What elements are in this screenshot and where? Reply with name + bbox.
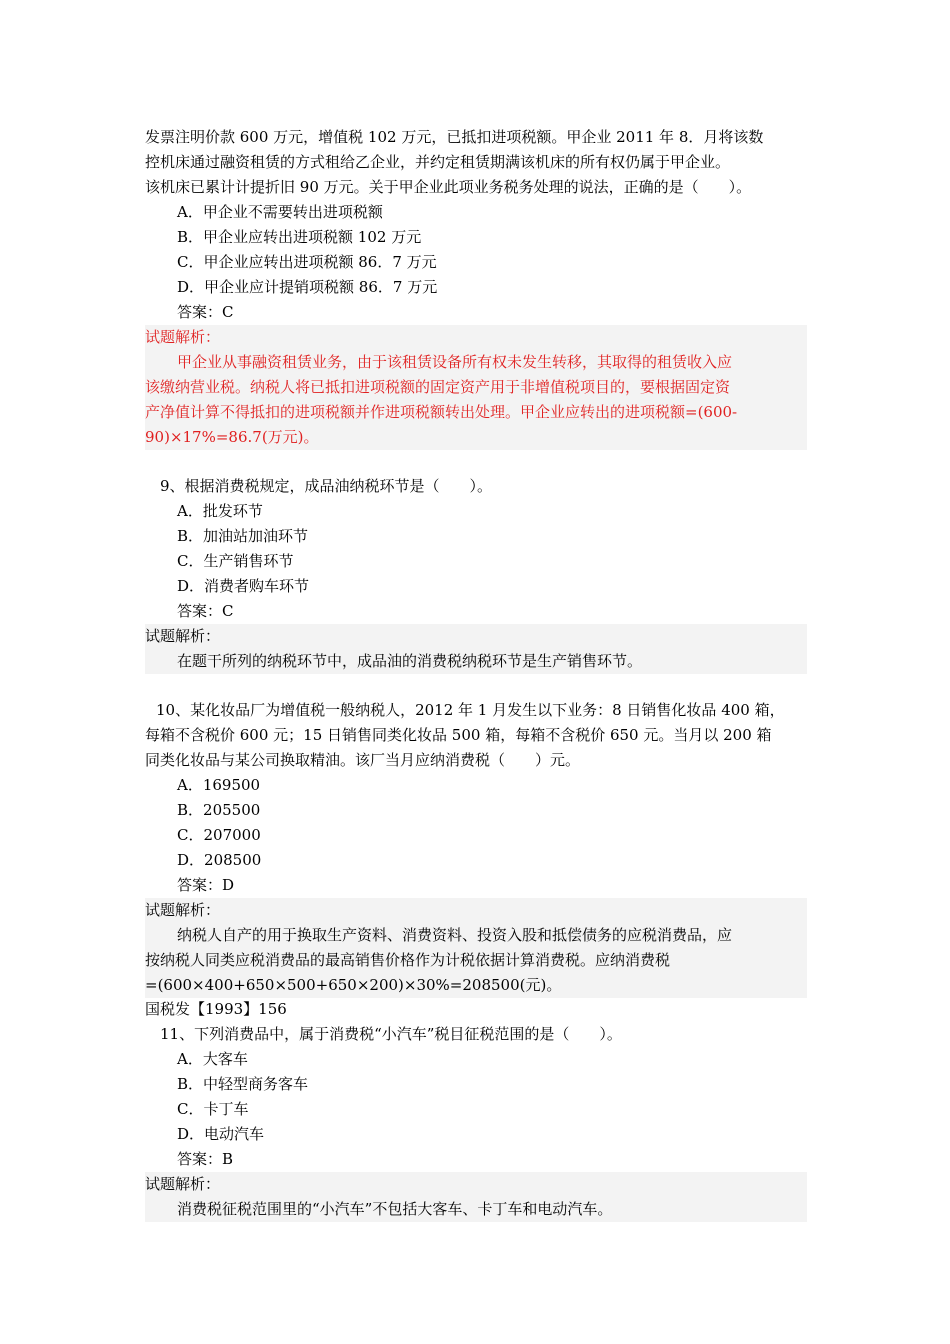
option-a: A．169500 bbox=[177, 776, 261, 794]
question-stem: 11、下列消费品中，属于消费税“小汽车”税目征税范围的是（ ）。 bbox=[160, 1025, 622, 1043]
option-d: D．甲企业应计提销项税额 86．7 万元 bbox=[177, 278, 438, 296]
option-c: C．207000 bbox=[177, 826, 261, 844]
option-a: A．甲企业不需要转出进项税额 bbox=[177, 203, 383, 221]
question-stem-line: 发票注明价款 600 万元，增值税 102 万元，已抵扣进项税额。甲企业 2011 年 8．月将该数 bbox=[145, 128, 764, 146]
option-c: C．甲企业应转出进项税额 86．7 万元 bbox=[177, 253, 437, 271]
analysis-line: 甲企业从事融资租赁业务，由于该租赁设备所有权未发生转移，其取得的租赁收入应 bbox=[177, 353, 733, 371]
option-d: D．消费者购车环节 bbox=[177, 577, 310, 595]
option-b: B．加油站加油环节 bbox=[177, 527, 309, 545]
question-stem-line: 每箱不含税价 600 元；15 日销售同类化妆品 500 箱，每箱不含税价 650 元。当月以 200 箱 bbox=[145, 726, 772, 744]
analysis-line: =(600×400+650×500+650×200)×30%=208500(元)。 bbox=[145, 976, 562, 994]
option-d: D．电动汽车 bbox=[177, 1125, 265, 1143]
answer: 答案：D bbox=[177, 876, 235, 894]
analysis-line: 纳税人自产的用于换取生产资料、消费资料、投资入股和抵偿债务的应税消费品，应 bbox=[177, 926, 733, 944]
option-b: B．中轻型商务客车 bbox=[177, 1075, 309, 1093]
option-b: B．205500 bbox=[177, 801, 261, 819]
analysis-label: 试题解析： bbox=[145, 328, 221, 346]
analysis-line: 90)×17%=86.7(万元)。 bbox=[145, 428, 319, 446]
option-d: D．208500 bbox=[177, 851, 262, 869]
answer: 答案：C bbox=[177, 602, 234, 620]
question-stem-line: 10、某化妆品厂为增值税一般纳税人，2012 年 1 月发生以下业务：8 日销售化妆品 400 箱， bbox=[156, 701, 785, 719]
option-c: C．卡丁车 bbox=[177, 1100, 249, 1118]
analysis-line: 该缴纳营业税。纳税人将已抵扣进项税额的固定资产用于非增值税项目的，要根据固定资 bbox=[145, 378, 731, 396]
reference: 国税发【1993】156 bbox=[145, 1000, 287, 1018]
option-c: C．生产销售环节 bbox=[177, 552, 294, 570]
question-stem: 9、根据消费税规定，成品油纳税环节是（ ）。 bbox=[160, 477, 493, 495]
analysis-label: 试题解析： bbox=[145, 627, 221, 645]
analysis-line: 消费税征税范围里的“小汽车”不包括大客车、卡丁车和电动汽车。 bbox=[177, 1200, 613, 1218]
analysis-line: 产净值计算不得抵扣的进项税额并作进项税额转出处理。甲企业应转出的进项税额=(600- bbox=[145, 403, 738, 421]
analysis-label: 试题解析： bbox=[145, 901, 221, 919]
question-stem-line: 控机床通过融资租赁的方式租给乙企业，并约定租赁期满该机床的所有权仍属于甲企业。 bbox=[145, 153, 731, 171]
analysis-label: 试题解析： bbox=[145, 1175, 221, 1193]
option-a: A．批发环节 bbox=[177, 502, 263, 520]
option-a: A．大客车 bbox=[177, 1050, 248, 1068]
answer: 答案：C bbox=[177, 303, 234, 321]
question-stem-line: 同类化妆品与某公司换取精油。该厂当月应纳消费税（ ）元。 bbox=[145, 751, 581, 769]
question-stem-line: 该机床已累计计提折旧 90 万元。关于甲企业此项业务税务处理的说法，正确的是（ ）。 bbox=[145, 178, 752, 196]
analysis-line: 按纳税人同类应税消费品的最高销售价格作为计税依据计算消费税。应纳消费税 bbox=[145, 951, 671, 969]
option-b: B．甲企业应转出进项税额 102 万元 bbox=[177, 228, 422, 246]
analysis-line: 在题干所列的纳税环节中，成品油的消费税纳税环节是生产销售环节。 bbox=[177, 652, 643, 670]
answer: 答案：B bbox=[177, 1150, 234, 1168]
